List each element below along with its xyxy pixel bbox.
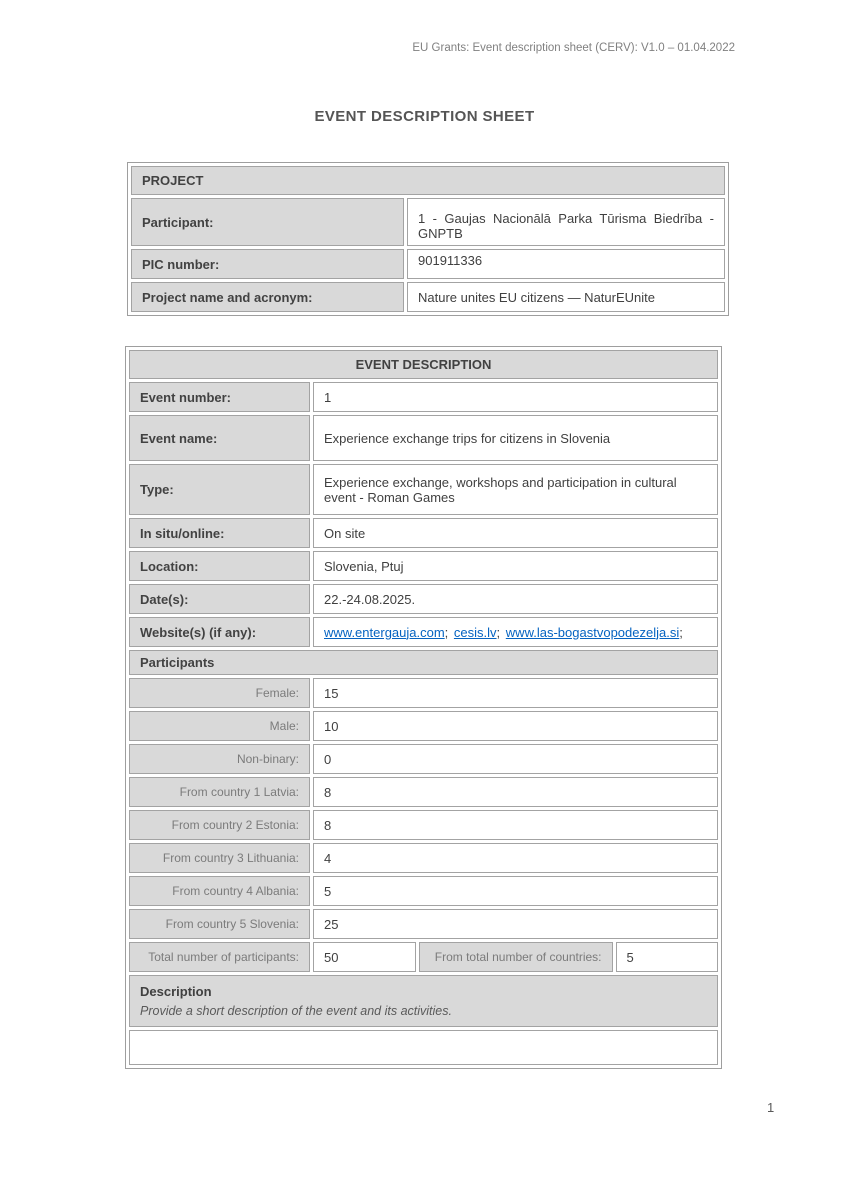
page-title: EVENT DESCRIPTION SHEET — [314, 108, 535, 125]
participants-header-row — [129, 650, 718, 675]
table-row — [131, 198, 725, 246]
table-row — [129, 551, 718, 581]
participant-value[interactable] — [407, 198, 725, 246]
table-row — [129, 415, 718, 461]
description-header-row — [129, 975, 718, 1027]
event-type-label: Type: — [129, 464, 310, 515]
description-input[interactable] — [129, 1030, 718, 1065]
male-label: Male: — [129, 711, 310, 741]
pic-number-label: PIC number: — [131, 249, 404, 279]
table-row — [129, 810, 718, 840]
country-4-value[interactable]: 5 — [313, 876, 718, 906]
project-table — [127, 162, 729, 316]
page-number: 1 — [767, 1100, 775, 1115]
table-row — [129, 617, 718, 647]
websites-label: Website(s) (if any): — [129, 617, 310, 647]
in-situ-online-value[interactable]: On site — [313, 518, 718, 548]
description-input-row — [129, 1030, 718, 1065]
female-value[interactable]: 15 — [313, 678, 718, 708]
websites-value — [313, 617, 718, 647]
event-header-row — [129, 350, 718, 379]
table-row — [129, 876, 718, 906]
description-section-header — [129, 975, 718, 1027]
country-1-value[interactable]: 8 — [313, 777, 718, 807]
in-situ-online-label: In situ/online: — [129, 518, 310, 548]
event-table-header: EVENT DESCRIPTION — [129, 350, 718, 379]
description-title: Description — [140, 984, 212, 999]
event-number-label: Event number: — [129, 382, 310, 412]
dates-label: Date(s): — [129, 584, 310, 614]
description-hint: Provide a short description of the event and its activities. — [140, 1004, 452, 1018]
country-2-label: From country 2 Estonia: — [129, 810, 310, 840]
total-participants-label: Total number of participants: — [129, 942, 310, 972]
participant-value-text: 1 - Gaujas Nacionālā Parka Tūrisma Biedrība - GNPTB — [418, 211, 714, 241]
event-name-value[interactable]: Experience exchange trips for citizens in Slovenia — [313, 415, 718, 461]
dates-value[interactable]: 22.-24.08.2025. — [313, 584, 718, 614]
table-row — [129, 518, 718, 548]
link-separator: ; — [679, 624, 683, 640]
table-row — [129, 464, 718, 515]
running-header: EU Grants: Event description sheet (CERV): V1.0 – 01.04.2022 — [412, 42, 735, 54]
country-2-value[interactable]: 8 — [313, 810, 718, 840]
total-countries-label: From total number of countries: — [419, 942, 613, 972]
location-label: Location: — [129, 551, 310, 581]
female-label: Female: — [129, 678, 310, 708]
country-1-label: From country 1 Latvia: — [129, 777, 310, 807]
participant-label: Participant: — [131, 198, 404, 246]
event-description-table — [125, 346, 722, 1069]
non-binary-label: Non-binary: — [129, 744, 310, 774]
project-table-header: PROJECT — [131, 166, 725, 195]
table-row — [129, 584, 718, 614]
table-row — [129, 678, 718, 708]
non-binary-value[interactable]: 0 — [313, 744, 718, 774]
project-name-label: Project name and acronym: — [131, 282, 404, 312]
total-participants-value[interactable]: 50 — [313, 942, 416, 972]
country-3-value[interactable]: 4 — [313, 843, 718, 873]
table-row — [129, 744, 718, 774]
link-separator: ; — [444, 624, 449, 640]
country-3-label: From country 3 Lithuania: — [129, 843, 310, 873]
table-row — [129, 909, 718, 939]
total-countries-value[interactable]: 5 — [616, 942, 719, 972]
table-row — [131, 282, 725, 312]
project-header-row — [131, 166, 725, 195]
website-link-las-bogastvo[interactable]: www.las-bogastvopodezelja.si — [505, 624, 680, 640]
table-row — [129, 843, 718, 873]
table-row — [129, 711, 718, 741]
project-name-value[interactable]: Nature unites EU citizens — NaturEUnite — [407, 282, 725, 312]
website-link-entergauja[interactable]: www.entergauja.com — [324, 624, 445, 640]
country-5-label: From country 5 Slovenia: — [129, 909, 310, 939]
country-5-value[interactable]: 25 — [313, 909, 718, 939]
pic-number-value[interactable]: 901911336 — [407, 249, 725, 279]
website-link-cesis[interactable]: cesis.lv — [453, 624, 497, 640]
event-name-label: Event name: — [129, 415, 310, 461]
totals-row — [129, 942, 718, 972]
location-value[interactable]: Slovenia, Ptuj — [313, 551, 718, 581]
table-row — [129, 382, 718, 412]
link-separator: ; — [496, 624, 501, 640]
table-row — [129, 777, 718, 807]
participants-section-header: Participants — [129, 650, 718, 675]
male-value[interactable]: 10 — [313, 711, 718, 741]
event-type-value[interactable]: Experience exchange, workshops and participation in cultural event - Roman Games — [313, 464, 718, 515]
table-row — [131, 249, 725, 279]
country-4-label: From country 4 Albania: — [129, 876, 310, 906]
event-number-value[interactable]: 1 — [313, 382, 718, 412]
